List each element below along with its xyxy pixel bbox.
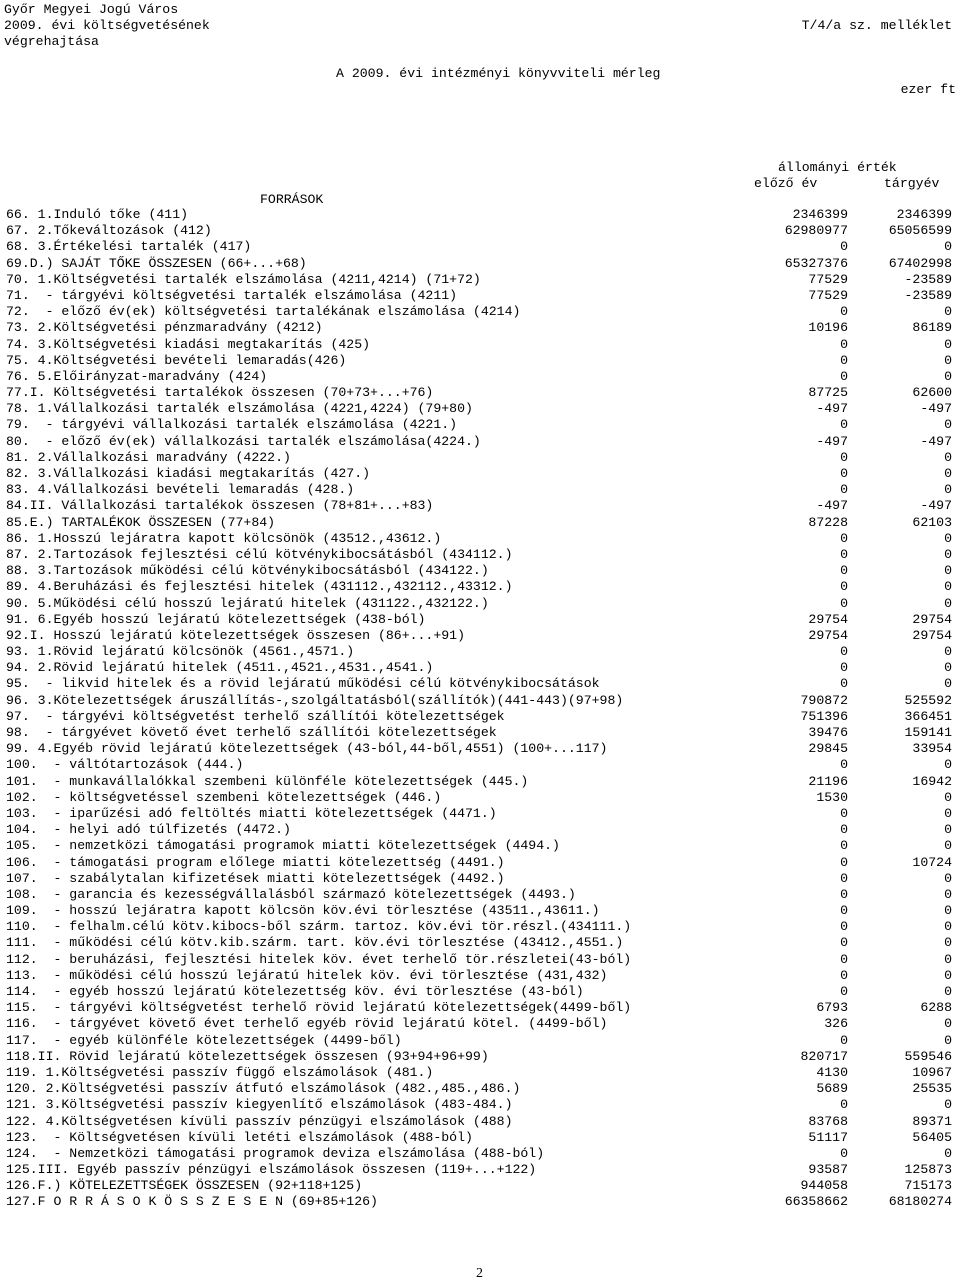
table-row [6,1146,952,1162]
row-value-curr: 0 [944,903,952,919]
table-row [6,660,952,676]
table-row [6,838,952,854]
row-value-prev: 0 [840,935,848,951]
row-value-prev: 0 [840,854,848,870]
table-row [6,774,952,790]
table-row [6,757,952,773]
row-value-curr: 0 [944,482,952,498]
row-value-curr: 715173 [904,1178,952,1194]
row-label: 97. - tárgyévi költségvetést terhelő szállítói kötelezettségek [6,708,505,724]
row-value-prev: 0 [840,822,848,838]
row-value-curr: 0 [944,951,952,967]
row-label: 68. 3.Értékelési tartalék (417) [6,239,252,255]
row-value-prev: 0 [840,579,848,595]
row-value-prev: 0 [840,838,848,854]
row-value-curr: 0 [944,336,952,352]
row-value-curr: 0 [944,546,952,562]
row-label: 105. - nemzetközi támogatási programok miatti kötelezettségek (4494.) [6,838,560,854]
table-row [6,741,952,757]
row-value-curr: 29754 [912,627,952,643]
row-label: 100. - váltótartozások (444.) [6,757,244,773]
table-row [6,353,952,369]
document-title: A 2009. évi intézményi könyvviteli mérleg [336,66,661,81]
table-row [6,547,952,563]
table-row [6,1114,952,1130]
row-label: 93. 1.Rövid lejáratú kölcsönök (4561.,4571.) [6,644,355,660]
row-label: 92.I. Hosszú lejáratú kötelezettségek összesen (86+...+91) [6,627,465,643]
row-value-curr: 0 [944,1145,952,1161]
table-row [6,596,952,612]
row-value-prev: 0 [840,352,848,368]
row-label: 82. 3.Vállalkozási kiadási megtakarítás (427.) [6,466,371,481]
row-value-prev: 65327376 [784,255,848,271]
row-label: 116. - tárgyévet követő évet terhelő egyéb rövid lejáratú kötel. (4499-ből) [6,1016,608,1032]
row-value-curr: 0 [944,967,952,983]
row-value-curr: 65056599 [888,223,952,239]
row-value-curr: 0 [944,304,952,320]
table-row [6,579,952,595]
row-value-curr: 0 [944,822,952,838]
row-label: 112. - beruházási, fejlesztési hitelek köv. évet terhelő tör.részletei(43-ból) [6,951,632,967]
row-value-curr: 0 [944,563,952,579]
row-label: 111. - működési célú kötv.kib.szárm. tart. köv.évi törlesztése (43412.,4551.) [6,935,624,951]
table-row [6,498,952,514]
column-group-header: állományi érték [778,160,897,175]
table-row [6,531,952,547]
row-value-curr: 0 [944,466,952,481]
table-row [6,644,952,660]
row-value-prev: 0 [840,886,848,902]
table-row [6,369,952,385]
table-row [6,903,952,919]
row-label: 126.F.) KÖTELEZETTSÉGEK ÖSSZESEN (92+118+125) [6,1178,363,1194]
row-label: 83. 4.Vállalkozási bevételi lemaradás (428.) [6,482,355,498]
table-row [6,806,952,822]
row-label: 124. - Nemzetközi támogatási programok deviza elszámolása (488-ból) [6,1145,545,1161]
row-label: 107. - szabálytalan kifizetések miatti kötelezettségek (4492.) [6,870,505,886]
row-value-curr: 0 [944,984,952,999]
row-value-curr: 56405 [912,1129,952,1145]
row-value-curr: 0 [944,644,952,660]
table-row [6,676,952,692]
row-value-prev: 0 [840,1097,848,1113]
table-row [6,1000,952,1016]
row-value-prev: 0 [840,530,848,546]
row-value-prev: 0 [840,951,848,967]
column-header-prev: előző év [754,176,818,191]
table-row [6,1178,952,1194]
table-row [6,968,952,984]
org-line-2: 2009. évi költségvetésének [4,18,210,33]
row-label: 86. 1.Hosszú lejáratra kapott kölcsönök (43512.,43612.) [6,530,442,546]
page-number: 2 [476,1266,483,1281]
row-value-prev: 21196 [808,773,848,789]
org-line-1: Győr Megyei Jogú Város [4,2,179,17]
row-label: 102. - költségvetéssel szembeni kötelezettségek (446.) [6,789,442,805]
row-value-curr: 0 [944,530,952,546]
row-value-curr: 0 [944,417,952,433]
row-value-curr: 0 [944,805,952,821]
row-label: 69.D.) SAJÁT TŐKE ÖSSZESEN (66+...+68) [6,255,307,271]
row-value-prev: 0 [840,919,848,935]
table-row [6,1016,952,1032]
row-label: 125.III. Egyéb passzív pénzügyi elszámolások összesen (119+...+122) [6,1162,537,1178]
column-header-curr: tárgyév [884,176,940,191]
row-value-prev: 0 [840,903,848,919]
row-value-prev: 0 [840,336,848,352]
table-row [6,984,952,1000]
table-row [6,482,952,498]
table-row [6,628,952,644]
row-label: 122. 4.Költségvetésen kívüli passzív pénzügyi elszámolások (488) [6,1113,513,1129]
table-row [6,207,952,223]
row-label: 94. 2.Rövid lejáratú hitelek (4511.,4521.,4531.,4541.) [6,660,434,676]
row-value-curr: 525592 [904,692,952,708]
row-value-prev: 0 [840,368,848,384]
row-value-prev: 0 [840,1145,848,1161]
row-value-curr: 29754 [912,611,952,627]
row-value-prev: 5689 [816,1081,848,1097]
row-value-curr: 10967 [912,1064,952,1080]
row-value-prev: 1530 [816,789,848,805]
row-value-prev: 0 [840,546,848,562]
row-label: 115. - tárgyévi költségvetést terhelő rövid lejáratú kötelezettségek(4499-ből) [6,1000,632,1016]
table-row [6,434,952,450]
row-value-prev: 0 [840,967,848,983]
row-value-curr: 0 [944,368,952,384]
table-row [6,223,952,239]
table-row [6,466,952,482]
row-value-prev: 77529 [808,271,848,287]
row-label: 67. 2.Tőkeváltozások (412) [6,223,212,239]
table-row [6,401,952,417]
row-label: 91. 6.Egyéb hosszú lejáratú kötelezettségek (438-ból) [6,611,426,627]
row-label: 77.I. Költségvetési tartalékok összesen (70+73+...+76) [6,385,434,401]
row-value-prev: 4130 [816,1064,848,1080]
row-value-prev: 790872 [800,692,848,708]
row-label: 75. 4.Költségvetési bevételi lemaradás(426) [6,352,347,368]
row-value-curr: 559546 [904,1048,952,1064]
org-line-3: végrehajtása [4,34,99,49]
row-value-curr: 0 [944,838,952,854]
table-row [6,935,952,951]
row-label: 85.E.) TARTALÉKOK ÖSSZESEN (77+84) [6,514,276,530]
row-value-curr: 0 [944,239,952,255]
row-value-curr: 0 [944,352,952,368]
row-value-curr: 67402998 [888,255,952,271]
row-label: 106. - támogatási program előlege miatti kötelezettség (4491.) [6,854,505,870]
table-row [6,693,952,709]
row-value-curr: 125873 [904,1162,952,1178]
row-label: 84.II. Vállalkozási tartalékok összesen (78+81+...+83) [6,498,434,514]
row-label: 127.F O R R Á S O K Ö S S Z E S E N (69+85+126) [6,1194,378,1210]
row-label: 89. 4.Beruházási és fejlesztési hitelek (431112.,432112.,43312.) [6,579,513,595]
table-row [6,1194,952,1210]
row-value-curr: 0 [944,757,952,773]
row-value-prev: 0 [840,563,848,579]
table-row [6,563,952,579]
row-value-curr: 68180274 [888,1194,952,1210]
row-label: 108. - garancia és kezességvállalásból származó kötelezettségek (4493.) [6,886,576,902]
row-label: 79. - tárgyévi vállalkozási tartalék elszámolása (4221.) [6,417,458,433]
row-value-prev: -497 [816,433,848,449]
row-value-prev: 944058 [800,1178,848,1194]
row-value-prev: 0 [840,304,848,320]
row-value-prev: 0 [840,870,848,886]
table-row [6,1065,952,1081]
table-row [6,822,952,838]
row-label: 123. - Költségvetésen kívüli letéti elszámolások (488-ból) [6,1129,473,1145]
table-row [6,1097,952,1113]
table-row [6,450,952,466]
table-row [6,790,952,806]
row-value-curr: -497 [920,498,952,514]
row-value-prev: 751396 [800,708,848,724]
row-value-curr: 2346399 [896,207,952,222]
row-label: 72. - előző év(ek) költségvetési tartalékának elszámolása (4214) [6,304,521,320]
row-label: 66. 1.Induló tőke (411) [6,207,189,222]
row-value-curr: 10724 [912,854,952,870]
row-value-curr: -23589 [904,271,952,287]
row-label: 114. - egyéb hosszú lejáratú kötelezettség köv. évi törlesztése (43-ból) [6,984,584,999]
row-value-prev: -497 [816,498,848,514]
row-value-prev: 0 [840,676,848,692]
row-value-prev: 66358662 [784,1194,848,1210]
row-value-prev: 6793 [816,1000,848,1016]
table-row [6,337,952,353]
row-label: 110. - felhalm.célú kötv.kibocs-ből szárm. tartoz. köv.évi tör.részl.(434111.) [6,919,632,935]
row-label: 76. 5.Előirányzat-maradvány (424) [6,368,268,384]
row-value-prev: 93587 [808,1162,848,1178]
row-label: 119. 1.Költségvetési passzív függő elszámolások (481.) [6,1064,434,1080]
row-value-curr: 89371 [912,1113,952,1129]
row-value-prev: 0 [840,595,848,611]
row-label: 96. 3.Kötelezettségek áruszállítás-,szolgáltatásból(szállítók)(441-443)(97+98) [6,692,624,708]
row-value-curr: 16942 [912,773,952,789]
row-value-prev: 62980977 [784,223,848,239]
row-value-curr: 0 [944,449,952,465]
row-value-prev: 0 [840,466,848,481]
row-label: 88. 3.Tartozások működési célú kötvénykibocsátásból (434122.) [6,563,489,579]
unit-label: ezer ft [900,82,956,97]
row-value-curr: -23589 [904,287,952,303]
table-row [6,855,952,871]
row-label: 70. 1.Költségvetési tartalék elszámolása (4211,4214) (71+72) [6,271,481,287]
row-value-prev: 820717 [800,1048,848,1064]
row-value-prev: 87725 [808,385,848,401]
row-value-curr: 62600 [912,385,952,401]
row-label: 103. - iparűzési adó feltöltés miatti kötelezettségek (4471.) [6,805,497,821]
table-row [6,515,952,531]
row-value-prev: 2346399 [792,207,848,222]
row-value-prev: 0 [840,482,848,498]
row-label: 90. 5.Működési célú hosszú lejáratú hitelek (431122.,432122.) [6,595,489,611]
row-label: 117. - egyéb különféle kötelezettségek (4499-ből) [6,1032,402,1048]
row-value-curr: 62103 [912,514,952,530]
row-value-curr: 0 [944,676,952,692]
table-row [6,288,952,304]
row-label: 74. 3.Költségvetési kiadási megtakarítás (425) [6,336,371,352]
row-label: 113. - működési célú hosszú lejáratú hitelek köv. évi törlesztése (431,432) [6,967,608,983]
row-value-prev: -497 [816,401,848,417]
row-value-prev: 0 [840,417,848,433]
table-row [6,952,952,968]
row-value-prev: 29845 [808,741,848,757]
annex-label: T/4/a sz. melléklet [801,18,952,33]
row-label: 104. - helyi adó túlfizetés (4472.) [6,822,291,838]
table-row [6,417,952,433]
table-row [6,1049,952,1065]
row-value-prev: 0 [840,757,848,773]
row-value-prev: 39476 [808,725,848,740]
row-label: 99. 4.Egyéb rövid lejáratú kötelezettségek (43-ból,44-ből,4551) (100+...117) [6,741,608,757]
row-value-curr: 159141 [904,725,952,740]
row-value-prev: 0 [840,984,848,999]
row-label: 71. - tárgyévi költségvetési tartalék elszámolása (4211) [6,287,458,303]
row-value-curr: 0 [944,919,952,935]
table-row [6,887,952,903]
row-label: 87. 2.Tartozások fejlesztési célú kötvénykibocsátásból (434112.) [6,546,513,562]
row-value-curr: 0 [944,1016,952,1032]
table-row [6,1033,952,1049]
row-label: 78. 1.Vállalkozási tartalék elszámolása (4221,4224) (79+80) [6,401,473,417]
row-value-prev: 0 [840,805,848,821]
row-value-curr: 0 [944,579,952,595]
row-value-curr: 366451 [904,708,952,724]
table-row [6,871,952,887]
row-value-prev: 0 [840,660,848,676]
row-value-prev: 87228 [808,514,848,530]
table-row [6,1162,952,1178]
row-value-curr: 86189 [912,320,952,336]
row-value-curr: 0 [944,1097,952,1113]
row-value-prev: 51117 [808,1129,848,1145]
row-label: 120. 2.Költségvetési passzív átfutó elszámolások (482.,485.,486.) [6,1081,521,1097]
row-value-prev: 0 [840,449,848,465]
row-label: 81. 2.Vállalkozási maradvány (4222.) [6,449,291,465]
row-value-prev: 83768 [808,1113,848,1129]
row-value-curr: 0 [944,886,952,902]
table-row [6,304,952,320]
row-value-prev: 326 [824,1016,848,1032]
table-row [6,239,952,255]
table-row [6,612,952,628]
row-label: 80. - előző év(ek) vállalkozási tartalék elszámolása(4224.) [6,433,481,449]
table-row [6,1081,952,1097]
row-value-curr: 0 [944,660,952,676]
row-value-prev: 0 [840,239,848,255]
table-row [6,709,952,725]
row-value-curr: 0 [944,789,952,805]
row-value-prev: 29754 [808,627,848,643]
row-value-prev: 0 [840,1032,848,1048]
table-row [6,725,952,741]
row-label: 101. - munkavállalókkal szembeni különféle kötelezettségek (445.) [6,773,529,789]
row-value-curr: 0 [944,870,952,886]
row-value-curr: 33954 [912,741,952,757]
row-value-prev: 0 [840,644,848,660]
row-value-curr: 6288 [920,1000,952,1016]
row-value-prev: 29754 [808,611,848,627]
row-value-prev: 10196 [808,320,848,336]
row-value-curr: 0 [944,595,952,611]
row-label: 73. 2.Költségvetési pénzmaradvány (4212) [6,320,323,336]
row-label: 118.II. Rövid lejáratú kötelezettségek összesen (93+94+96+99) [6,1048,489,1064]
row-value-prev: 77529 [808,287,848,303]
balance-table [6,207,952,1211]
table-row [6,919,952,935]
table-row [6,272,952,288]
table-row [6,320,952,336]
section-header: FORRÁSOK [260,192,324,207]
table-row [6,256,952,272]
row-value-curr: 25535 [912,1081,952,1097]
row-label: 95. - likvid hitelek és a rövid lejáratú működési célú kötvénykibocsátások [6,676,600,692]
row-value-curr: 0 [944,1032,952,1048]
row-label: 109. - hosszú lejáratra kapott kölcsön köv.évi törlesztése (43511.,43611.) [6,903,600,919]
table-row [6,1130,952,1146]
row-label: 121. 3.Költségvetési passzív kiegyenlítő elszámolások (483-484.) [6,1097,513,1113]
row-value-curr: -497 [920,433,952,449]
row-value-curr: 0 [944,935,952,951]
row-value-curr: -497 [920,401,952,417]
table-row [6,385,952,401]
row-label: 98. - tárgyévet követő évet terhelő szállítói kötelezettségek [6,725,497,740]
